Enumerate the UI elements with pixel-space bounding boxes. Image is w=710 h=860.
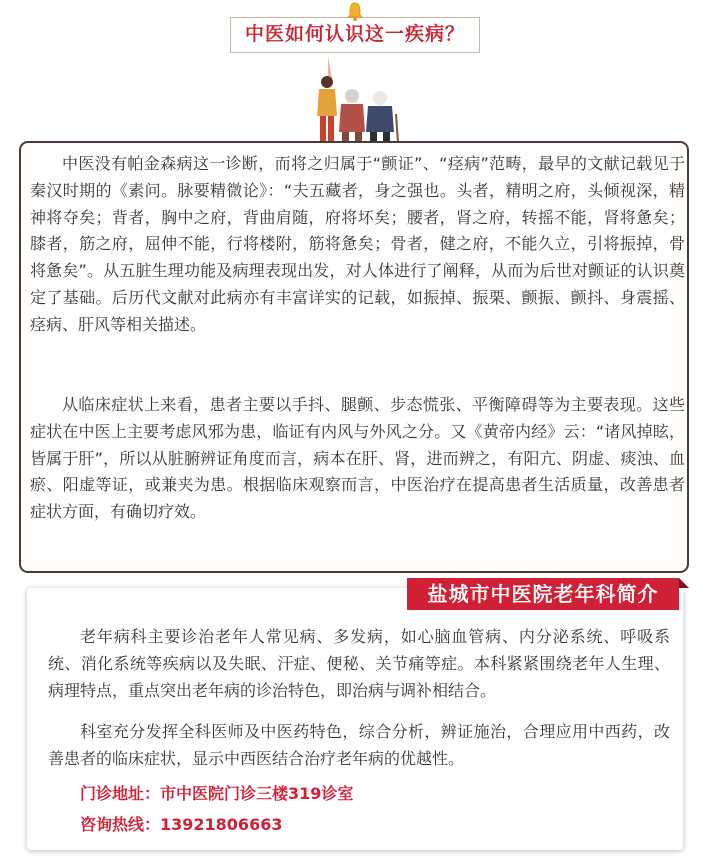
elderly-family-illustration — [300, 56, 410, 144]
page-title: 中医如何认识这一疾病？ — [244, 23, 465, 45]
article-paragraph-1: 中医没有帕金森病这一诊断，而将之归属于“颤证”、“痉病”范畴，最早的文献记载见于秦汉时期的《素问。脉要精微论》：“夫五藏者，身之强也。头者，精明之府，头倾视深，精神将夺矣；背者，胸中之府，背曲肩随，府将坏矣；腰者，肾之府，转摇不能，肾将惫矣；膝者，筋之府，屈伸不能，行将楼附，筋将惫矣；骨者，健之府，不能久立，引将振掉，骨将惫矣”。从五脏生理功能及病理表现出发，对人体进行了阐释，从而为后世对颤证的认识奠定了基础。后历代文献对此病亦有丰富详实的记载，如振掉、振栗、颤振、颤抖、身震摇、痉病、肝风等相关描述。 — [30, 154, 685, 334]
department-paragraph-2: 科室充分发挥全科医师及中医药特色，综合分析，辨证施治，合理应用中西药，改善患者的临床症状，显示中西医结合治疗老年病的优越性。 — [48, 722, 670, 768]
article-paragraph-2: 从临床症状上来看，患者主要以手抖、腿颤、步态慌张、平衡障碍等为主要表现。这些症状在中医上主要考虑风邪为患，临证有内风与外风之分。又《黄帝内经》云：“诸风掉眩，皆属于肝”，所以从脏腑辨证角度而言，病本在肝、肾，进而辨之，有阳亢、阴虚、痰浊、血瘀、阳虚等证，或兼夹为患。根据临床观察而言，中医治疗在提高患者生活质量，改善患者症状方面，有确切疗效。 — [30, 395, 685, 522]
clinic-address: 门诊地址：市中医院门诊三楼319诊室 — [80, 784, 354, 803]
consult-hotline[interactable]: 咨询热线：13921806663 — [80, 815, 283, 834]
banner-fold-decoration — [679, 578, 689, 588]
department-paragraph-1: 老年病科主要诊治老年人常见病、多发病，如心脑血管病、内分泌系统、呼吸系统、消化系统等疾病以及失眠、汗症、便秘、关节痛等症。本科紧紧围绕老年人生理、病理特点，重点突出老年病的诊治特色，即治病与调补相结合。 — [48, 627, 670, 700]
department-banner: 盐城市中医院老年科简介 — [407, 578, 679, 610]
